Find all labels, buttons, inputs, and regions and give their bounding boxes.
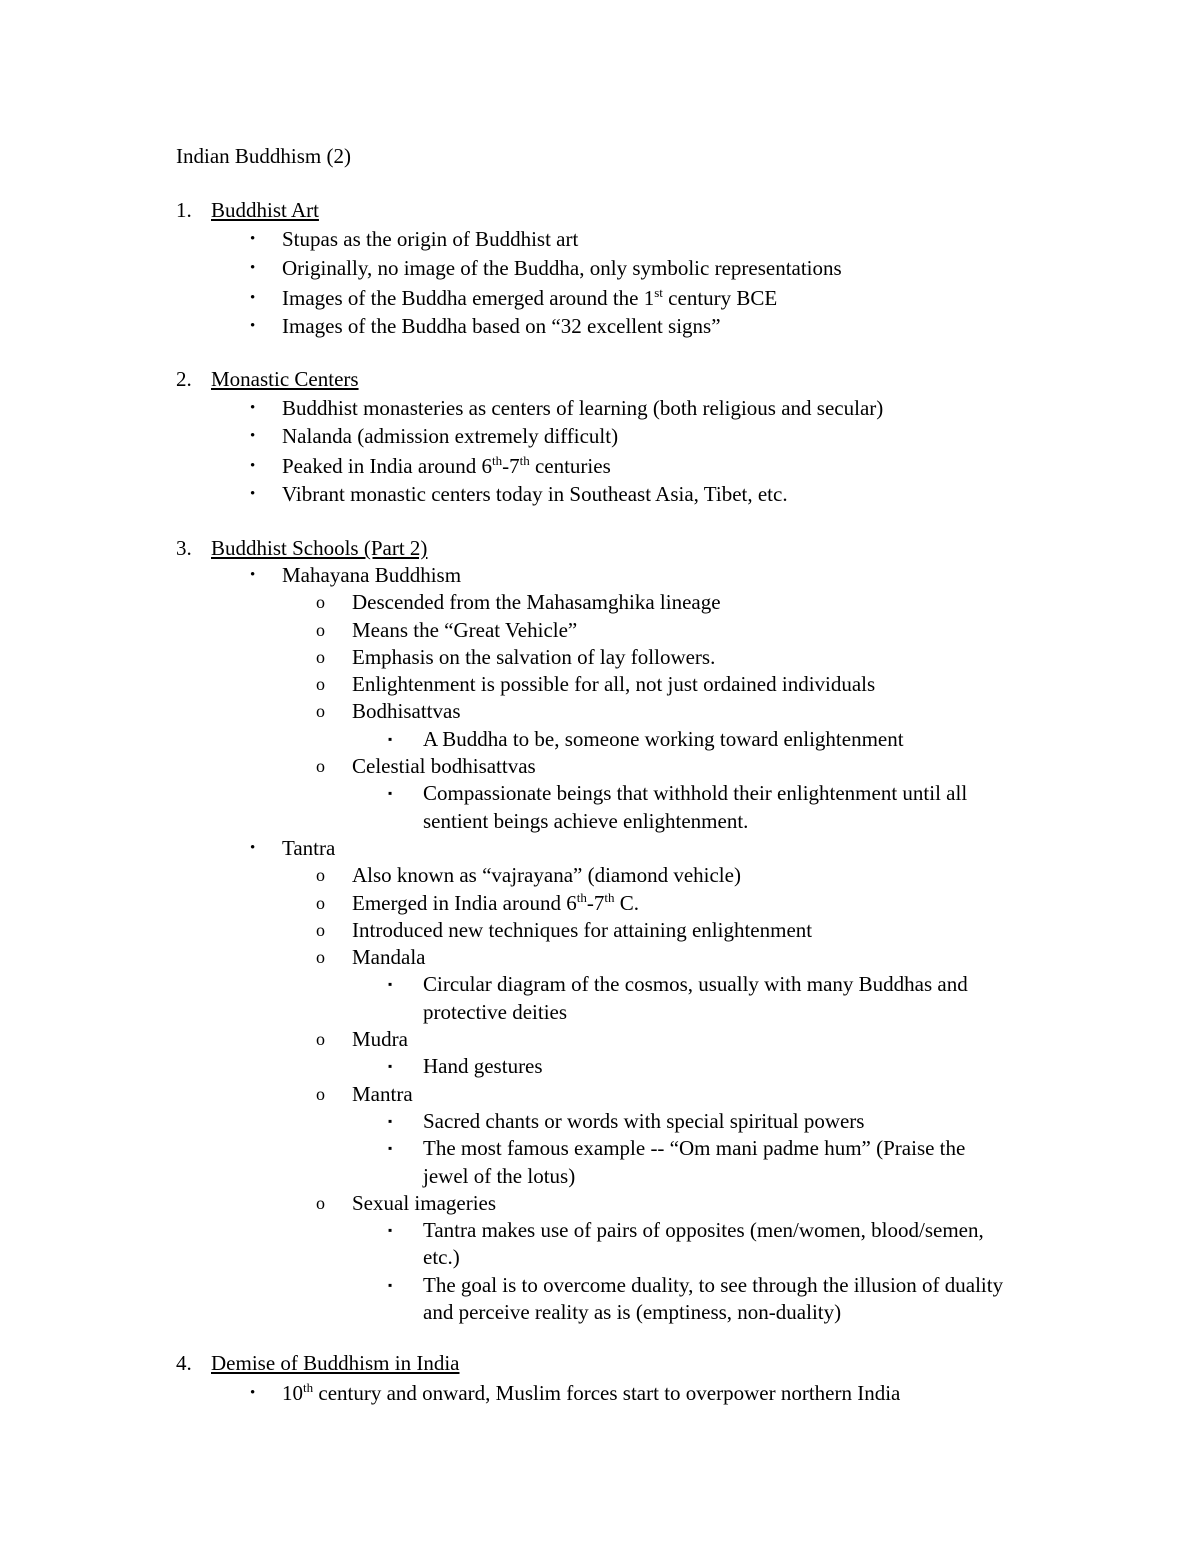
list-item — [176, 944, 1076, 971]
section-title: Monastic Centers — [211, 367, 359, 391]
text-run: C. — [614, 890, 639, 915]
list-item-text: Originally, no image of the Buddha, only symbolic representations — [282, 256, 842, 281]
list-item — [176, 285, 1076, 312]
list-item — [176, 453, 1076, 480]
list-item — [176, 1053, 1076, 1080]
section-demise-of-buddhism — [176, 1350, 1076, 1407]
circle-marker: o — [316, 701, 325, 722]
section-title: Demise of Buddhism in India — [211, 1351, 460, 1375]
list-item-text: Tantra makes use of pairs of opposites (men/women, blood/semen, etc.) — [423, 1218, 984, 1270]
section-heading — [176, 535, 1076, 562]
list-item-text: Buddhist monasteries as centers of learning (both religious and secular) — [282, 396, 884, 420]
bullet-marker: • — [250, 567, 256, 583]
square-marker: ▪ — [388, 1223, 393, 1238]
section-monastic-centers — [176, 366, 1076, 508]
section-title: Buddhist Schools (Part 2) — [211, 536, 428, 560]
list-item-text: Mantra — [352, 1081, 413, 1106]
text-run: Peaked in India around 6 — [282, 453, 492, 478]
list-item — [176, 890, 1076, 917]
list-item-text: Enlightenment is possible for all, not just ordained individuals — [352, 672, 876, 697]
list-item — [176, 255, 1076, 282]
bullet-marker: • — [250, 428, 256, 445]
section-number: 3. — [176, 536, 192, 560]
list-item-text: Bodhisattvas — [352, 699, 461, 724]
section-number: 1. — [176, 198, 192, 222]
section-buddhist-schools — [176, 535, 1076, 1326]
list-item — [176, 395, 1076, 422]
superscript: th — [576, 889, 587, 905]
circle-marker: o — [316, 919, 325, 940]
list-item-text: Mandala — [352, 945, 426, 970]
list-item-text: Mudra — [352, 1027, 408, 1052]
list-item-text — [282, 453, 611, 480]
list-item-text: Also known as “vajrayana” (diamond vehicle) — [352, 863, 741, 888]
list-item-text: Circular diagram of the cosmos, usually with many Buddhas and protective deities — [423, 972, 968, 1024]
list-item — [176, 313, 1076, 340]
circle-marker: o — [316, 646, 325, 667]
list-item — [176, 698, 1076, 725]
list-item-text: Nalanda (admission extremely difficult) — [282, 424, 619, 449]
list-item — [176, 644, 1076, 671]
square-marker: ▪ — [388, 1141, 393, 1156]
list-item-text: Emphasis on the salvation of lay followers. — [352, 644, 716, 669]
list-item-text: Hand gestures — [423, 1054, 543, 1079]
section-title: Buddhist Art — [211, 198, 319, 222]
superscript: th — [303, 1380, 314, 1395]
list-item — [176, 423, 1076, 450]
list-item-text — [282, 285, 777, 312]
square-marker: ▪ — [388, 731, 393, 746]
circle-marker: o — [316, 865, 325, 886]
list-item-text: Mahayana Buddhism — [282, 563, 462, 587]
bullet-marker: • — [250, 839, 256, 856]
bullet-marker: • — [250, 400, 256, 416]
text-run: centuries — [529, 453, 611, 478]
section-heading — [176, 197, 1076, 224]
bullet-marker: • — [250, 485, 256, 502]
list-item-text: Descended from the Mahasamghika lineage — [352, 590, 721, 615]
list-item-text: Sacred chants or words with special spiritual powers — [423, 1108, 865, 1133]
list-item-text: Vibrant monastic centers today in Southeast Asia, Tibet, etc. — [282, 481, 788, 506]
list-item — [176, 1026, 1076, 1053]
text-run: -7 — [502, 453, 520, 478]
bullet-marker: • — [250, 289, 256, 306]
square-marker: ▪ — [388, 1113, 393, 1128]
list-item-text: Sexual imageries — [352, 1190, 497, 1215]
list-item — [176, 1217, 1076, 1272]
list-item — [176, 589, 1076, 616]
section-buddhist-art — [176, 197, 1076, 340]
list-item-text: The most famous example -- “Om mani padme hum” (Praise the jewel of the lotus) — [423, 1136, 966, 1188]
list-item — [176, 753, 1076, 780]
section-number: 2. — [176, 367, 192, 391]
superscript: th — [519, 452, 530, 468]
section-heading — [176, 1350, 1076, 1377]
page-title: Indian Buddhism (2) — [176, 144, 351, 168]
list-item — [176, 1190, 1076, 1217]
list-item-text — [282, 1380, 900, 1407]
section-number: 4. — [176, 1351, 192, 1375]
list-item — [176, 1081, 1076, 1108]
superscript: st — [654, 284, 663, 300]
list-item-text: Stupas as the origin of Buddhist art — [282, 227, 579, 251]
bullet-marker: • — [250, 231, 256, 247]
bullet-marker: • — [250, 1385, 256, 1401]
list-item-text: Introduced new techniques for attaining enlightenment — [352, 917, 813, 942]
square-marker: ▪ — [388, 977, 393, 992]
circle-marker: o — [316, 592, 325, 613]
list-item — [176, 481, 1076, 508]
list-item-text: Tantra — [282, 835, 336, 860]
circle-marker: o — [316, 674, 325, 695]
text-run: Images of the Buddha emerged around the 1 — [282, 285, 655, 310]
superscript: th — [604, 889, 615, 905]
list-item-text: Images of the Buddha based on “32 excellent signs” — [282, 313, 721, 338]
text-run: 10 — [282, 1381, 303, 1405]
superscript: th — [491, 452, 503, 468]
circle-marker: o — [316, 947, 325, 968]
square-marker: ▪ — [388, 786, 393, 801]
circle-marker: o — [316, 756, 325, 777]
list-item — [176, 617, 1076, 644]
list-item — [176, 1380, 1076, 1407]
bullet-marker: • — [250, 317, 256, 334]
circle-marker: o — [316, 619, 325, 640]
list-item — [176, 971, 1076, 1026]
list-item — [176, 917, 1076, 944]
list-item — [176, 671, 1076, 698]
list-item-text: The goal is to overcome duality, to see through the illusion of duality and perceive reality as is (emptiness, non-duality) — [423, 1272, 1004, 1325]
list-item — [176, 226, 1076, 253]
list-item — [176, 862, 1076, 889]
list-item-text: Celestial bodhisattvas — [352, 754, 536, 779]
list-item — [176, 780, 1076, 835]
text-run: -7 — [586, 890, 605, 915]
bullet-marker: • — [250, 457, 256, 474]
list-item — [176, 1135, 1076, 1190]
text-run: Emerged in India around 6 — [352, 890, 577, 915]
list-item — [176, 726, 1076, 753]
list-item-text: A Buddha to be, someone working toward enlightenment — [423, 726, 904, 751]
square-marker: ▪ — [388, 1059, 393, 1074]
text-run: century and onward, Muslim forces start to overpower northern India — [313, 1381, 901, 1405]
circle-marker: o — [316, 1083, 325, 1104]
list-item — [176, 835, 1076, 862]
list-item — [176, 1272, 1076, 1327]
list-item — [176, 562, 1076, 589]
list-item-text: Means the “Great Vehicle” — [352, 617, 578, 642]
section-heading — [176, 366, 1076, 393]
list-item-text — [352, 890, 639, 917]
circle-marker: o — [316, 1029, 325, 1050]
text-run: century BCE — [662, 285, 778, 310]
bullet-marker: • — [250, 260, 256, 277]
list-item-text: Compassionate beings that withhold their enlightenment until all sentient beings achieve enlightenment. — [423, 781, 968, 833]
square-marker: ▪ — [388, 1277, 393, 1292]
list-item — [176, 1108, 1076, 1135]
circle-marker: o — [316, 1192, 325, 1213]
circle-marker: o — [316, 892, 325, 913]
